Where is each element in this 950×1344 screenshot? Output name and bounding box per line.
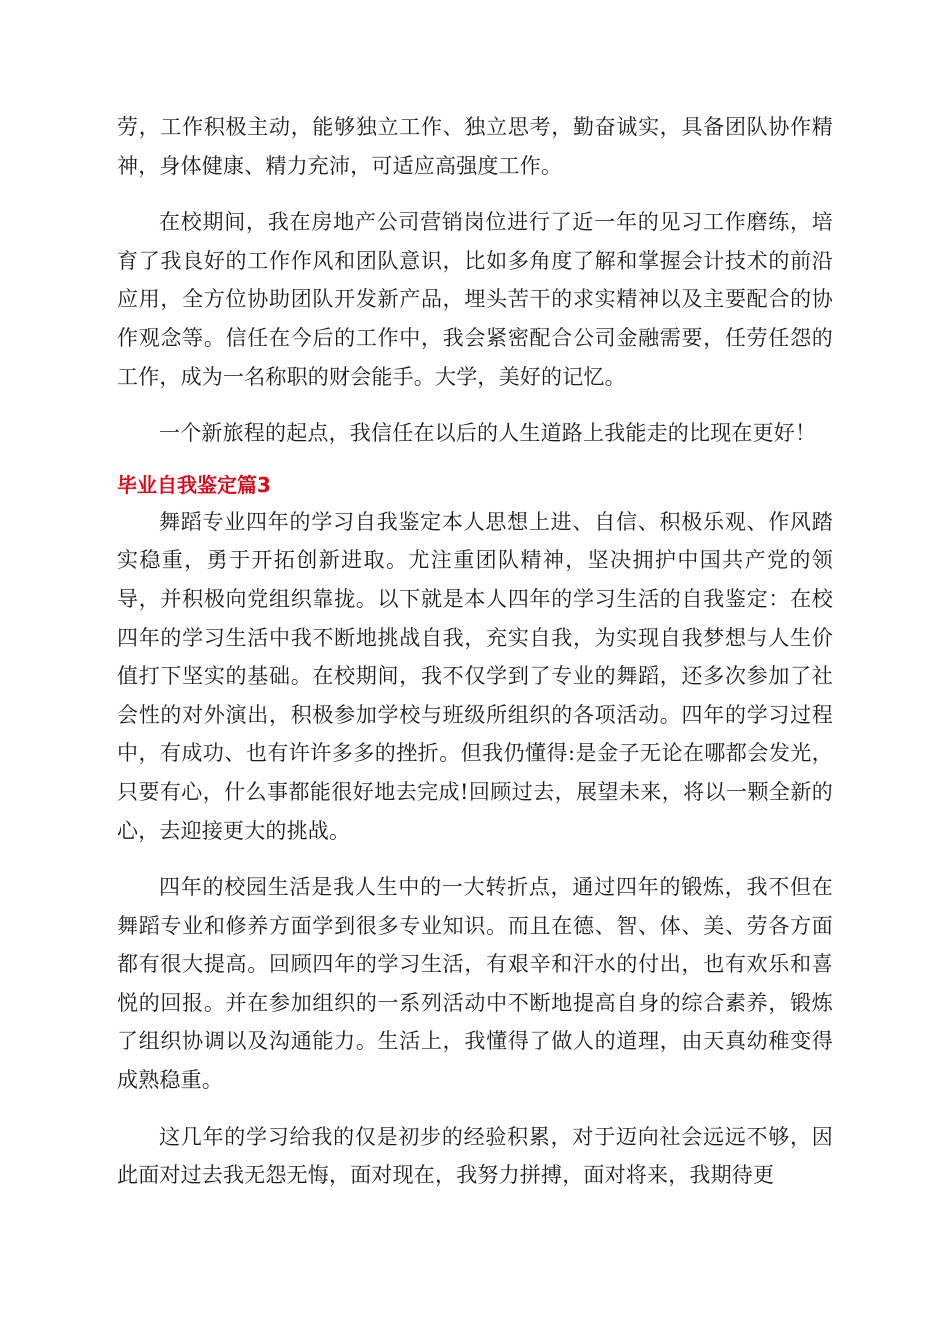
paragraph-continuation: 劳，工作积极主动，能够独立工作、独立思考，勤奋诚实，具备团队协作精神，身体健康、精力充沛，可适应高强度工作。 — [117, 115, 833, 178]
section-heading: 毕业自我鉴定篇3 — [117, 472, 271, 497]
paragraph-campus-life: 四年的校园生活是我人生中的一大转折点，通过四年的锻炼，我不但在舞蹈专业和修养方面学到很多专业知识。而且在德、智、体、美、劳各方面都有很大提高。回顾四年的学习生活，有艰辛和汗水的付出，也有欢乐和喜悦的回报。并在参加组织的一系列活动中不断地提高自身的综合素养，锻炼了组织协调以及沟通能力。生活上，我懂得了做人的道理，由天真幼稚变得成熟稳重。 — [117, 875, 833, 1093]
paragraph-internship: 在校期间，我在房地产公司营销岗位进行了近一年的见习工作磨练，培育了我良好的工作作风和团队意识，比如多角度了解和掌握会计技术的前沿应用，全方位协助团队开发新产品，埋头苦干的求实精神以及主要配合的协作观念等。信任在今后的工作中，我会紧密配合公司金融需要，任劳任怨的工作，成为一名称职的财会能手。大学，美好的记忆。 — [117, 210, 833, 389]
paragraph-dance-self-assessment: 舞蹈专业四年的学习自我鉴定本人思想上进、自信、积极乐观、作风踏实稳重，勇于开拓创新进取。尤注重团队精神，坚决拥护中国共产党的领导，并积极向党组织靠拢。以下就是本人四年的学习生活的自我鉴定：在校四年的学习生活中我不断地挑战自我，充实自我，为实现自我梦想与人生价值打下坚实的基础。在校期间，我不仅学到了专业的舞蹈，还多次参加了社会性的对外演出，积极参加学校与班级所组织的各项活动。四年的学习过程中，有成功、也有许许多多的挫折。但我仍懂得:是金子无论在哪都会发光，只要有心，什么事都能很好地去完成!回顾过去，展望未来，将以一颗全新的心，去迎接更大的挑战。 — [117, 509, 833, 843]
document-body — [117, 108, 833, 1195]
paragraph-new-journey: 一个新旅程的起点，我信任在以后的人生道路上我能走的比现在更好！ — [159, 421, 817, 446]
paragraph-experience: 这几年的学习给我的仅是初步的经验积累，对于迈向社会远远不够，因此面对过去我无怨无悔，面对现在，我努力拼搏，面对将来，我期待更 — [117, 1124, 833, 1188]
